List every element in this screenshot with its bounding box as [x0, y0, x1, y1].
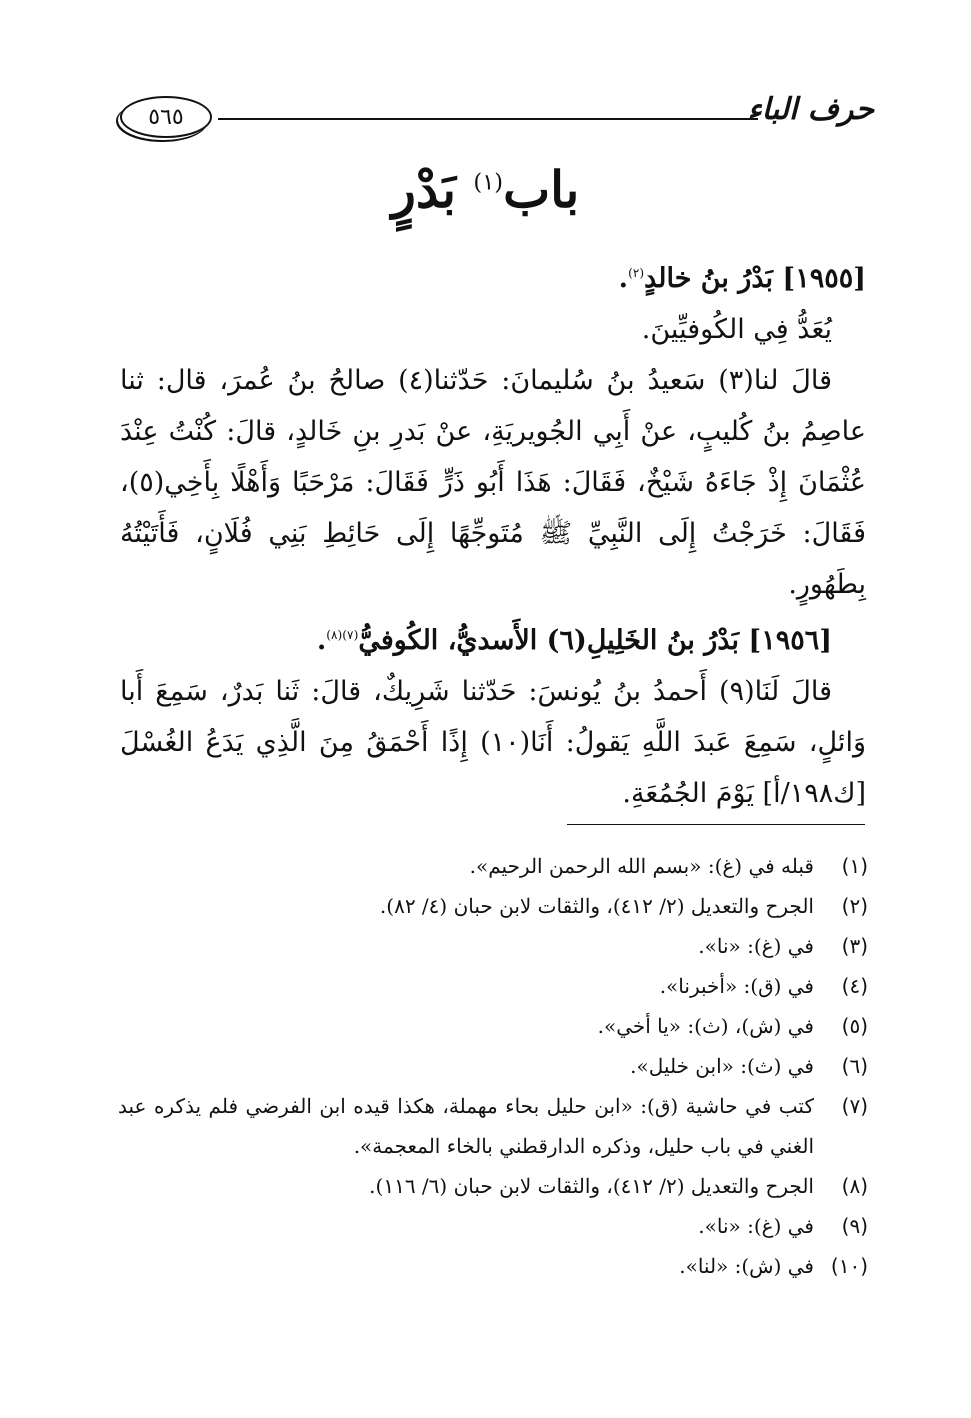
footnote-text: كتب في حاشية (ق): «ابن حليل بحاء مهملة، هكذا قيده ابن الفرضي فلم يذكره عبد الغني في باب حليل، وذكره الدارقطني بالخاء المعجمة». — [118, 1094, 814, 1158]
chapter-title-footnote-ref: (١) — [473, 169, 504, 196]
footnote-number: (٩) — [841, 1214, 868, 1238]
entry-footnote-ref: (٢) — [628, 266, 645, 280]
footnote — [118, 966, 868, 1006]
entry-heading — [120, 610, 866, 666]
footnote-text: في (ش): «لنا». — [679, 1254, 814, 1278]
footnote — [118, 886, 868, 926]
chapter-title — [0, 160, 971, 219]
footnote-number: (٨) — [841, 1174, 868, 1198]
footnote-text: قبله في (غ): «بسم الله الرحمن الرحيم». — [469, 854, 814, 878]
footnote-text: في (ث): «ابن خليل». — [630, 1054, 814, 1078]
entry-heading-end: . — [618, 263, 629, 294]
entry-number: [١٩٥٦] — [748, 625, 832, 656]
entry-heading — [120, 248, 866, 304]
main-text — [120, 248, 866, 819]
entry-heading-end: . — [316, 625, 327, 656]
footnote-number: (٤) — [841, 974, 868, 998]
entry-paragraph: قالَ لَنَا(٩) أَحمدُ بنُ يُونسَ: حَدّثنا شَرِيكٌ، قالَ: ثَنا بَدرٌ، سَمِعَ أَبا وَائلٍ، سَمِعَ عَبدَ اللَّهِ يَقولُ: أَنَا(١٠) إِذًا أَحْمَقُ مِنَ الَّذِي يَدَعُ الغُسْلَ [ك١٩٨/أ] يَوْمَ الجُمُعَةِ. — [120, 676, 866, 809]
footnote-number: (٢) — [841, 894, 868, 918]
footnote — [118, 1046, 868, 1086]
footnote-number: (١٠) — [830, 1254, 868, 1278]
footnote — [118, 1086, 868, 1166]
entry-paragraph: قالَ لنا(٣) سَعيدُ بنُ سُليمانَ: حَدّثنا(٤) صالحُ بنُ عُمرَ، قال: ثنا عاصِمُ بنُ كُليبٍ، عنْ أَبِي الجُويريَةِ، عنْ بَدرِ بنِ خَالدٍ، قالَ: كُنْتُ عِنْدَ عُثْمَانَ إِذْ جَاءَهُ شَيْخٌ، فَقَالَ: هَذَا أَبُو ذَرٍّ فَقَالَ: مَرْحَبًا وَأَهْلًا بِأَخِي(٥)، فَقَالَ: خَرَجْتُ إِلَى النَّبِيِّ ﷺ مُتَوجِّهًا إِلَى حَائِطِ بَنِي فُلَانٍ، فَأَتَيْتُهُ بِطَهُورٍ. — [120, 365, 866, 600]
footnote-text: في (ش)، (ث): «يا أخي». — [597, 1014, 814, 1038]
footnote — [118, 926, 868, 966]
footnote-number: (٣) — [841, 934, 868, 958]
footnote-text: في (غ): «نا». — [698, 1214, 814, 1238]
footnote — [118, 846, 868, 886]
footnotes — [118, 846, 868, 1286]
footnote-text: في (غ): «نا». — [698, 934, 814, 958]
footnote-text: في (ق): «أخبرنا». — [659, 974, 814, 998]
entry-paragraph: يُعَدُّ فِي الكُوفيِّينَ. — [641, 314, 832, 345]
page-number: ٥٦٥ — [120, 96, 212, 138]
entry-footnote-ref: (٧)(٨) — [326, 628, 359, 642]
footnote — [118, 1206, 868, 1246]
footnote-number: (٥) — [841, 1014, 868, 1038]
entry-name: بَدْرُ بنُ خالدٍ — [644, 263, 774, 294]
running-title: حرف الباء — [747, 92, 874, 127]
footnote — [118, 1246, 868, 1286]
entry-name: بَدْرُ بنُ الخَلِيلِ(٦) الأَسديُّ، الكُوفيُّ — [358, 625, 740, 656]
chapter-title-word1: باب — [503, 160, 580, 219]
header-rule — [218, 118, 758, 120]
footnote-text: الجرح والتعديل (٢/ ٤١٢)، والثقات لابن حبان (٦/ ١١٦). — [369, 1174, 814, 1198]
footnote-number: (٧) — [841, 1094, 868, 1118]
page-header — [118, 78, 878, 138]
footnote — [118, 1166, 868, 1206]
entry-number: [١٩٥٥] — [782, 263, 866, 294]
chapter-title-word2: بَدْرٍ — [391, 160, 456, 219]
footnote-divider — [567, 824, 865, 825]
footnote-text: الجرح والتعديل (٢/ ٤١٢)، والثقات لابن حبان (٤/ ٨٢). — [379, 894, 814, 918]
footnote-number: (١) — [841, 854, 868, 878]
footnote-number: (٦) — [841, 1054, 868, 1078]
footnote — [118, 1006, 868, 1046]
